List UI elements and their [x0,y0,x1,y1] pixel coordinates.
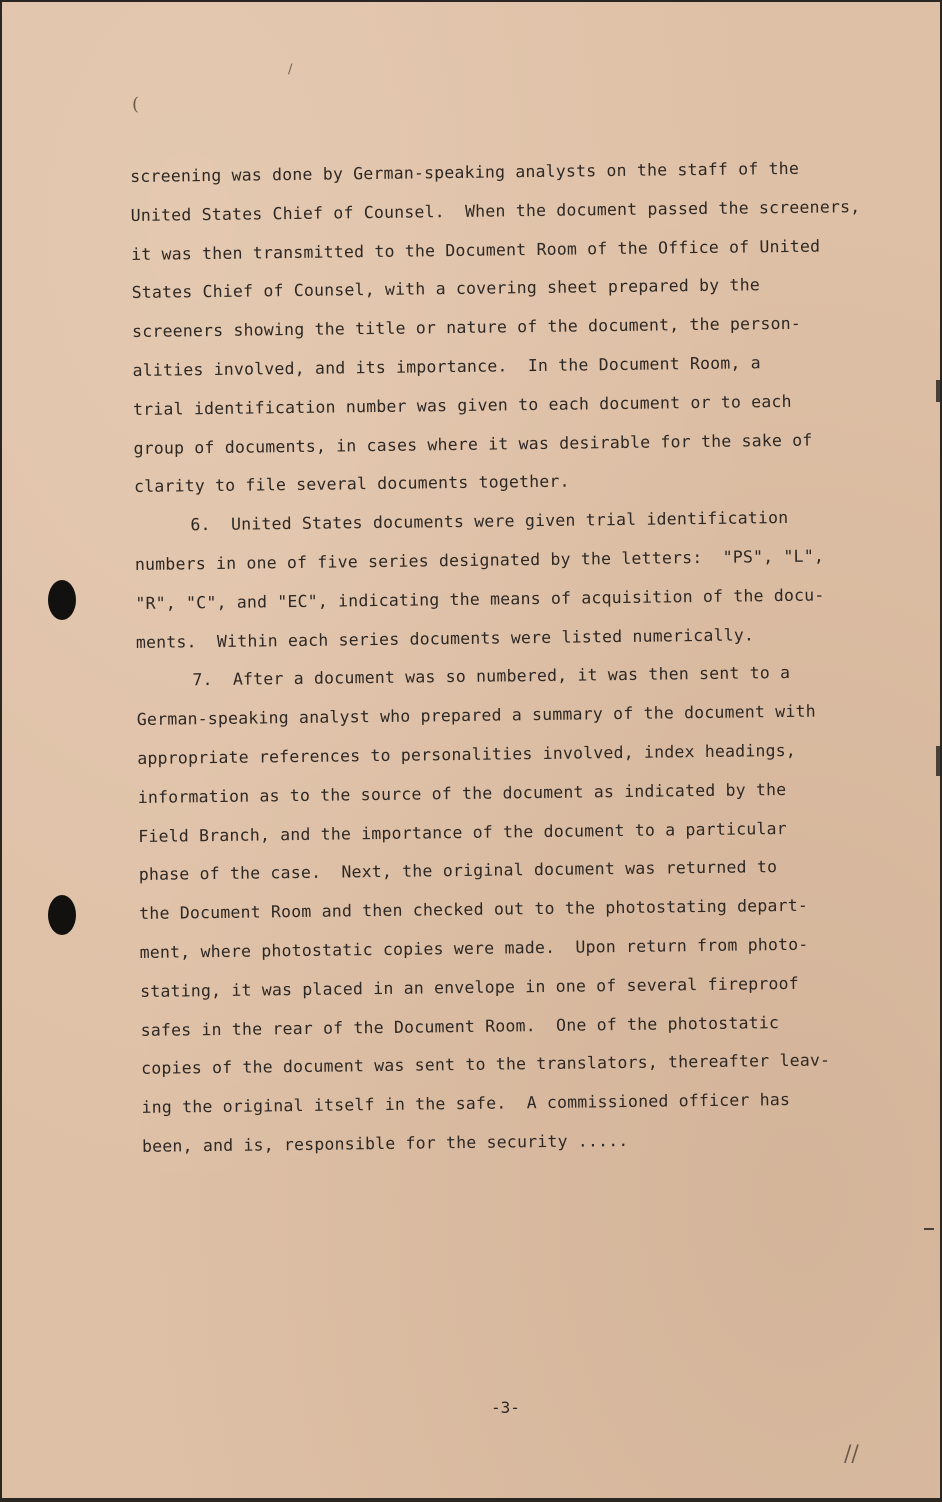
text-line: ment, where photostatic copies were made. Upon return from photo- [139,934,809,962]
page-number: -3- [491,1398,520,1417]
stray-mark: ( [132,94,140,115]
text-line: the Document Room and then checked out to the photostating depart- [139,895,809,924]
text-line: copies of the document was sent to the translators, thereafter leav- [141,1050,831,1079]
text-line: been, and is, responsible for the security ..... [141,1130,629,1156]
edge-mark [936,380,940,402]
body-text [130,149,861,1166]
text-line: ing the original itself in the safe. A commissioned officer has [141,1090,791,1118]
text-line: phase of the case. Next, the original document was returned to [138,857,778,885]
paragraph-6-start: 6. United States documents were given trial identification [190,508,789,535]
stray-mark: // [844,1442,859,1467]
text-line: trial identification number was given to each document or to each [132,391,792,419]
text-line: it was then transmitted to the Document Room of the Office of United [131,236,821,264]
edge-mark [924,1228,934,1230]
text-line: Field Branch, and the importance of the document to a particular [138,818,787,846]
punch-hole-top [48,580,76,620]
edge-mark [936,746,940,776]
text-line: "R", "C", and "EC", indicating the means of acquisition of the docu- [135,585,825,613]
text-line: clarity to file several documents together. [133,472,570,497]
text-line: screening was done by German-speaking analysts on the staff of the [130,158,800,186]
punch-hole-bottom [48,895,76,935]
text-line: United States Chief of Counsel. When the document passed the screeners, [130,196,861,225]
text-line: alities involved, and its importance. In the Document Room, a [132,353,761,380]
text-line: information as to the source of the document as indicated by the [137,779,787,807]
text-line: States Chief of Counsel, with a covering sheet prepared by the [131,275,761,303]
text-line: German-speaking analyst who prepared a summary of the document with [136,701,816,730]
text-line: appropriate references to personalities involved, index headings, [137,740,797,768]
document-page [2,2,940,1498]
text-line: numbers in one of five series designated by the letters: "PS", "L", [134,546,825,574]
text-line: ments. Within each series documents were listed numerically. [135,624,755,652]
text-line: stating, it was placed in an envelope in one of several fireproof [140,973,799,1001]
text-line: safes in the rear of the Document Room. One of the photostatic [140,1012,780,1040]
stray-mark: / [288,62,293,77]
text-line: screeners showing the title or nature of the document, the person- [132,314,802,342]
paragraph-7-start: 7. After a document was so numbered, it was then sent to a [192,663,791,690]
text-line: group of documents, in cases where it was desirable for the sake of [133,430,813,458]
